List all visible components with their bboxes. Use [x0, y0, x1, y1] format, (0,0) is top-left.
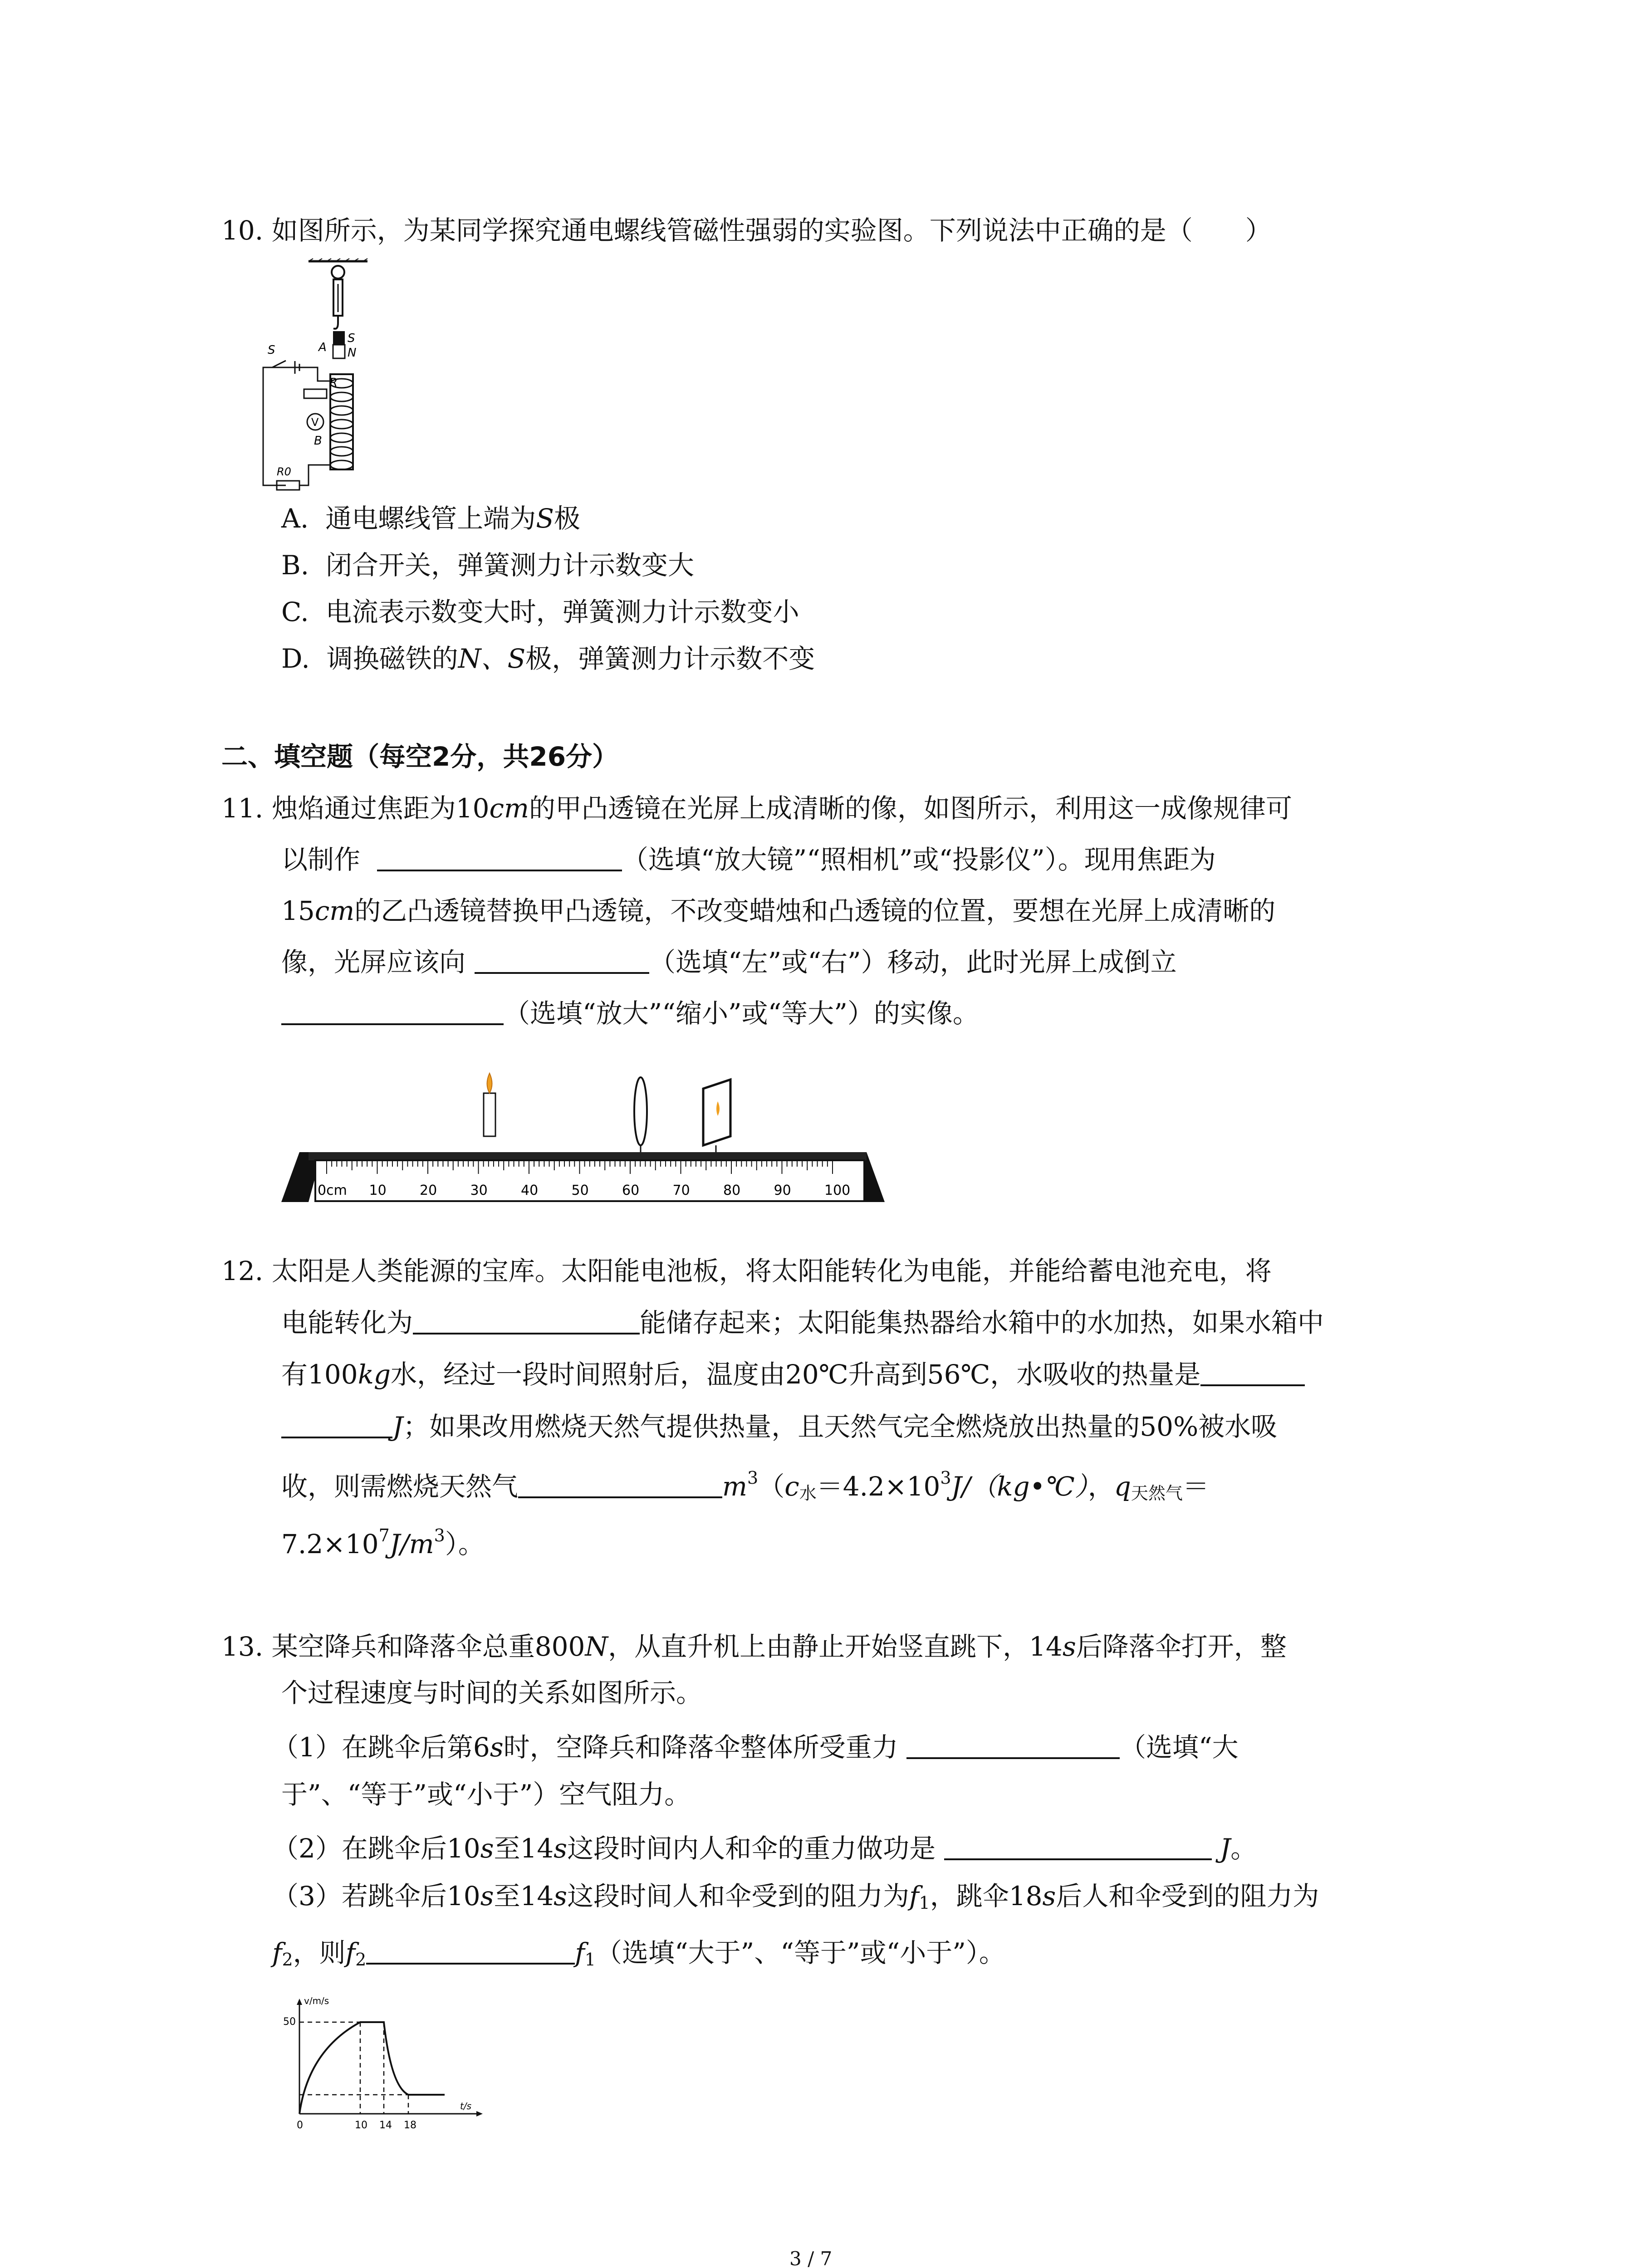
q12-line-5	[281, 1460, 1209, 1511]
option-text: 通电螺线管上端为	[325, 503, 536, 534]
q11-text: 烛焰通过焦距为10	[271, 793, 490, 824]
q13-text: 这段时间人和伞受到的阻力为	[567, 1881, 910, 1911]
q13-unit: s	[480, 1833, 494, 1864]
q12-sup: 3	[434, 1525, 445, 1545]
q11-text: 的乙凸透镜替换甲凸透镜，不改变蜡烛和凸透镜的位置，要想在光屏上成清晰的	[354, 895, 1276, 926]
q11-blank-1[interactable]	[377, 841, 622, 871]
switch-S-label: S	[268, 343, 275, 357]
ruler-label: 60	[622, 1183, 640, 1198]
q12-unit: J	[392, 1411, 403, 1442]
q11-unit: cm	[314, 895, 355, 926]
ruler-label: 0cm	[318, 1183, 347, 1198]
option-text: 电流表示数变大时，弹簧测力计示数变小	[325, 596, 799, 627]
q12-blank-2a[interactable]	[1200, 1356, 1305, 1386]
q12-sup: 3	[940, 1468, 951, 1488]
q11-unit: cm	[489, 793, 529, 824]
q12-unit: kg	[358, 1359, 391, 1390]
ruler-label: 20	[420, 1183, 437, 1198]
q12-text: 有100	[281, 1359, 358, 1390]
q11-line-3	[281, 893, 1275, 929]
q13-text: ，从直升机上由静止开始竖直跳下，14	[608, 1631, 1063, 1662]
q12-text: ＝4.2×10	[816, 1471, 941, 1502]
q12-line-6	[281, 1517, 485, 1562]
q12-text: ，	[1087, 1471, 1114, 1502]
q13-line-5	[272, 1830, 1257, 1867]
q13-symbol: f	[909, 1881, 919, 1911]
option-letter: A.	[281, 503, 309, 534]
q13-blank-2[interactable]	[944, 1830, 1212, 1860]
rheostat-R-label: R	[329, 376, 338, 390]
option-text: 闭合开关，弹簧测力计示数变大	[325, 550, 694, 581]
q10-number: 10.	[221, 215, 264, 246]
q12-text: ；如果改用燃烧天然气提供热量，且天然气完全燃烧放出热量的50%被水吸	[403, 1411, 1278, 1442]
q13-unit: s	[1062, 1631, 1076, 1662]
q10-option-a	[281, 500, 580, 537]
ruler-label: 10	[369, 1183, 387, 1198]
q13-text: 个过程速度与时间的关系如图所示。	[281, 1677, 703, 1708]
point-A-label: A	[318, 341, 327, 354]
graph-y-axis-label: v/m/s	[304, 1995, 329, 2006]
q11-text: 像，光屏应该向	[281, 947, 466, 978]
q13-text: （2）在跳伞后10	[272, 1833, 480, 1864]
q11-line-4	[281, 944, 1177, 980]
q13-text: 后人和伞受到的阻力为	[1056, 1881, 1319, 1911]
q12-text: 7.2×10	[281, 1529, 379, 1559]
ruler-label: 40	[521, 1183, 539, 1198]
option-text: 调换磁铁的	[326, 643, 458, 674]
q12-sup: 7	[378, 1525, 390, 1545]
page-number: 3 / 7	[789, 2248, 833, 2268]
option-text-post: 极	[554, 503, 580, 534]
q13-text: 至14	[494, 1833, 554, 1864]
q13-unit: N	[585, 1631, 608, 1662]
q11-blank-2[interactable]	[475, 944, 649, 974]
graph-x-tick-0: 0	[297, 2120, 303, 2131]
q13-unit: J	[1220, 1833, 1231, 1864]
q11-text: （选填“放大”“缩小”或“等大”）的实像。	[504, 998, 979, 1029]
q13-unit: s	[490, 1732, 504, 1763]
q13-text: （选填“大于”、“等于”或“小于”）。	[595, 1937, 1005, 1968]
q13-line-4	[281, 1776, 691, 1813]
q13-line-7	[272, 1935, 1005, 1978]
q13-velocity-time-graph	[277, 1996, 495, 2136]
q12-text: ＝	[1182, 1471, 1209, 1502]
ruler-label: 50	[571, 1183, 589, 1198]
q11-number: 11.	[221, 793, 264, 824]
q12-sub: 水	[799, 1483, 817, 1503]
q10-stem	[221, 212, 1272, 249]
q13-unit: s	[1042, 1881, 1056, 1911]
q13-text: 这段时间内人和伞的重力做功是	[567, 1833, 936, 1864]
q13-text: 至14	[494, 1881, 554, 1911]
q13-text: 某空降兵和降落伞总重800	[271, 1631, 585, 1662]
graph-y-tick-50: 50	[283, 2016, 296, 2028]
q13-sub: 2	[282, 1950, 293, 1970]
q13-text: ，跳伞18	[930, 1881, 1043, 1911]
ruler-label: 70	[672, 1183, 690, 1198]
q12-number: 12.	[221, 1256, 264, 1286]
option-letter: C.	[281, 596, 309, 627]
q12-unit: J/m	[389, 1529, 434, 1559]
q11-line-2	[281, 841, 1216, 878]
ruler-label: 100	[824, 1183, 851, 1198]
q10-stem-text: 如图所示，为某同学探究通电螺线管磁性强弱的实验图。下列说法中正确的是（ ）	[271, 215, 1272, 246]
magnet-N-label: N	[348, 346, 357, 360]
q12-sub: 天然气	[1131, 1483, 1183, 1503]
option-var: S	[536, 503, 554, 534]
q13-unit: s	[480, 1881, 494, 1911]
q11-line-5	[281, 995, 979, 1031]
q13-line-1	[221, 1628, 1287, 1665]
q13-text: （3）若跳伞后10	[272, 1881, 480, 1911]
q12-text: 收，则需燃烧天然气	[281, 1471, 519, 1502]
q12-unit: m	[722, 1471, 748, 1502]
q12-text: ）。	[445, 1529, 485, 1559]
q10-circuit-left	[290, 259, 517, 503]
q12-line-3	[281, 1356, 1305, 1393]
q13-text: （选填“大	[1120, 1732, 1239, 1763]
q11-text: 以制作	[281, 844, 361, 875]
q13-symbol: f	[272, 1937, 282, 1968]
q13-line-2	[281, 1675, 702, 1711]
q11-text: （选填“放大镜”“照相机”或“投影仪”）。现用焦距为	[622, 844, 1216, 875]
q11-text: （选填“左”或“右”）移动，此时光屏上成倒立	[649, 947, 1177, 978]
q12-sup: 3	[747, 1468, 759, 1488]
q13-text: （1）在跳伞后第6	[272, 1732, 490, 1763]
q11-line-1	[221, 790, 1292, 826]
q12-text: （	[758, 1471, 785, 1502]
graph-x-tick-18: 18	[404, 2120, 416, 2131]
q13-sub: 2	[355, 1950, 367, 1970]
q13-blank-1[interactable]	[906, 1729, 1120, 1759]
q12-blank-2b[interactable]	[281, 1408, 392, 1438]
q13-number: 13.	[221, 1631, 264, 1662]
magnet-S-label: S	[348, 332, 355, 345]
q11-text: 15	[281, 895, 315, 926]
q11-blank-3[interactable]	[281, 995, 504, 1025]
q12-symbol: q	[1114, 1471, 1131, 1502]
ruler-label: 30	[470, 1183, 488, 1198]
q10-option-b	[281, 547, 694, 583]
section-heading: 二、填空题（每空2分，共26分）	[221, 741, 619, 772]
q13-sub: 1	[584, 1950, 596, 1970]
point-B-label: B	[314, 434, 322, 448]
q13-symbol: f	[575, 1937, 585, 1968]
q12-unit: J/（kg•℃）	[951, 1471, 1088, 1502]
graph-x-tick-10: 10	[355, 2120, 367, 2131]
ruler-label: 80	[723, 1183, 741, 1198]
voltmeter-label: V	[311, 416, 319, 429]
q12-line-1	[221, 1253, 1272, 1289]
q10-option-d	[281, 640, 815, 677]
option-text-post: 极，弹簧测力计示数不变	[525, 643, 815, 674]
q13-text: 时，空降兵和降落伞整体所受重力	[503, 1732, 898, 1763]
q11-optical-bench	[281, 1057, 907, 1207]
q13-text: ，则	[293, 1937, 346, 1968]
ruler-label: 90	[774, 1183, 791, 1198]
q12-blank-1[interactable]	[413, 1305, 640, 1334]
q12-line-4	[281, 1408, 1277, 1445]
q13-text: 。	[1230, 1833, 1257, 1864]
q13-symbol: f	[345, 1937, 356, 1968]
q13-unit: s	[554, 1881, 568, 1911]
q13-line-3	[272, 1729, 1239, 1765]
q10-option-c	[281, 594, 799, 630]
q13-sub: 1	[919, 1893, 930, 1913]
q13-text: 于”、“等于”或“小于”）空气阻力。	[281, 1779, 691, 1810]
q12-text: 水，经过一段时间照射后，温度由20℃升高到56℃，水吸收的热量是	[391, 1359, 1201, 1390]
graph-x-tick-14: 14	[379, 2120, 392, 2131]
option-letter: D.	[281, 643, 310, 674]
option-var: N、S	[458, 643, 526, 674]
q12-text: 太阳是人类能源的宝库。太阳能电池板，将太阳能转化为电能，并能给蓄电池充电，将	[271, 1256, 1272, 1286]
q13-unit: s	[554, 1833, 568, 1864]
q12-text: 电能转化为	[281, 1307, 413, 1338]
q13-blank-3[interactable]	[366, 1935, 575, 1965]
option-letter: B.	[281, 550, 309, 581]
q12-blank-3[interactable]	[518, 1468, 722, 1498]
q12-line-2	[281, 1305, 1324, 1341]
q11-text: 的甲凸透镜在光屏上成清晰的像，如图所示，利用这一成像规律可	[529, 793, 1292, 824]
q13-text: 后降落伞打开，整	[1076, 1631, 1287, 1662]
q13-line-6	[272, 1878, 1319, 1921]
q12-symbol: c	[784, 1471, 799, 1502]
graph-x-axis-label: t/s	[460, 2101, 471, 2112]
resistor-R0-label: R0	[277, 465, 291, 478]
q12-text: 能储存起来；太阳能集热器给水箱中的水加热，如果水箱中	[640, 1307, 1324, 1338]
